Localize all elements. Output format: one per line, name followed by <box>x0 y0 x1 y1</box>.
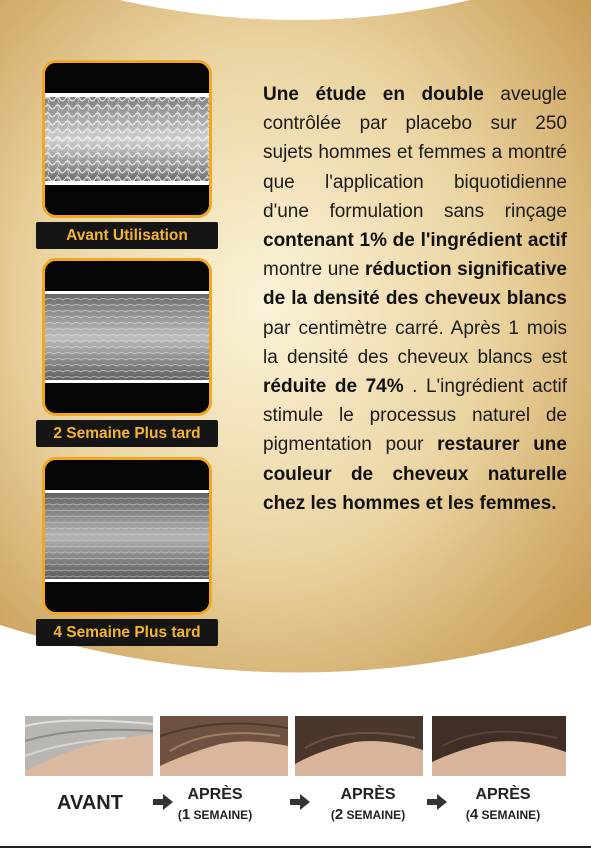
description-bold-5: restaurer une couleur de cheveux naturelle chez les hommes et les femmes. <box>263 434 567 514</box>
stage-duration-week1: (1 SEMAINE) <box>177 806 253 823</box>
arrow-right-icon <box>427 794 447 810</box>
hair-photo-before <box>25 716 153 776</box>
arrow-right-icon <box>153 794 173 810</box>
stage-unit-week4: SEMAINE <box>481 808 537 822</box>
stage-unit-week1: SEMAINE <box>193 808 249 822</box>
stage-duration-week2: (2 SEMAINE) <box>330 806 406 823</box>
caption-week4: 4 Semaine Plus tard <box>36 619 218 646</box>
microscope-image-week2 <box>42 258 212 416</box>
stage-title-week4: APRÈS <box>475 786 531 803</box>
hair-photo-week4 <box>432 716 566 776</box>
bottom-divider <box>0 846 591 848</box>
description-text-4: . L'ingrédient actif stimule le processus naturel de pigmentation pour <box>263 376 567 456</box>
stage-number-week2: 2 <box>334 806 344 823</box>
description-text-3: par centimètre carré. Après 1 mois la densité des cheveux blancs est <box>263 317 567 368</box>
caption-before: Avant Utilisation <box>36 222 218 249</box>
stage-title-week1: APRÈS <box>187 786 243 803</box>
stage-number-week4: 4 <box>469 806 479 823</box>
caption-week2: 2 Semaine Plus tard <box>36 420 218 447</box>
stage-unit-week2: SEMAINE <box>346 808 402 822</box>
stage-number-week1: 1 <box>181 806 191 823</box>
stage-label-week2 <box>323 786 413 823</box>
microscope-image-week4 <box>42 457 212 615</box>
study-description <box>263 80 567 518</box>
description-bold-3: réduction significative de la densité des cheveux blancs <box>263 259 567 310</box>
stage-label-week1 <box>175 786 255 823</box>
description-bold-4: réduite de 74% <box>263 376 404 398</box>
stage-duration-week4: (4 SEMAINE) <box>465 806 541 823</box>
hair-photo-week2 <box>295 716 423 776</box>
description-text-2: montre une <box>263 259 366 281</box>
description-bold-2: contenant 1% de l'ingrédient actif <box>263 230 567 252</box>
hair-photo-week1 <box>160 716 288 776</box>
stage-title-week2: APRÈS <box>340 786 396 803</box>
description-bold-1: Une étude en double <box>263 84 484 105</box>
stage-label-week4 <box>458 786 548 823</box>
description-text-1: aveugle contrôlée par placebo sur 250 sujets hommes et femmes a montré que l'application biquotidienne d'une formulation sans rinçage <box>263 84 567 222</box>
microscope-image-before <box>42 60 212 218</box>
arrow-right-icon <box>290 794 310 810</box>
stage-label-before: AVANT <box>57 792 123 814</box>
